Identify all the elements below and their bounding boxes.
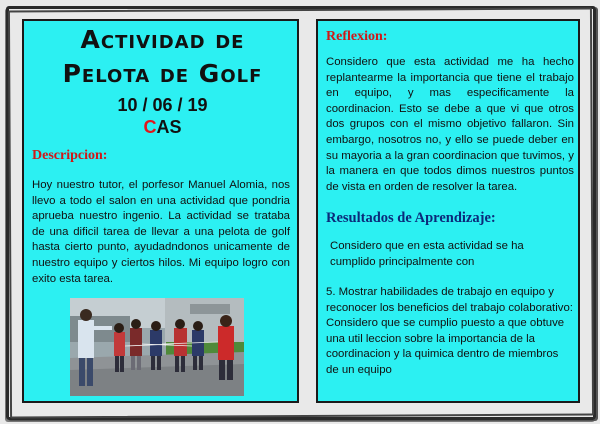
left-panel	[22, 19, 299, 403]
title-line-1: Actividad de	[80, 25, 245, 54]
right-panel	[316, 19, 580, 403]
title-line-2: Pelota de Golf	[62, 59, 263, 88]
cas-c-letter: C	[143, 117, 157, 137]
reflexion-heading: Reflexion:	[326, 29, 388, 44]
cas-rest-letters: AS	[156, 117, 182, 137]
resultados-intro-text: Considero que en esta actividad se ha cumplido principalmente con	[330, 240, 524, 268]
activity-date: 10 / 06 / 19	[117, 95, 208, 115]
descripcion-heading: Descripcion:	[32, 148, 108, 163]
cas-label	[24, 117, 301, 138]
resultados-heading: Resultados de Aprendizaje:	[326, 210, 496, 226]
descripcion-text: Hoy nuestro tutor, el porfesor Manuel Alomia, nos llevo a todo el salon en una actividad que pondria aprueba nuestro ingenio. La actividad se trataba de una dificil tarea de llevar a una pelota de golf hasta cierto punto, ayudadndonos unicamente de nuestro equipo y ciertos hilos. Mi equipo logro con exito esta tarea.	[32, 179, 290, 285]
resultados-detail-text: 5. Mostrar habilidades de trabajo en equipo y reconocer los beneficios del trabajo colaborativo: Considero que se cumplio puesto a que obtuve una util leccion sobre la importancia de la coordinacion y la quimica dentro de miembros de un equipo	[326, 286, 573, 376]
activity-photo	[70, 298, 244, 396]
reflexion-text: Considero que esta actividad me ha hecho replantearme la importancia que tiene el trabajo en equipo, y mas especificamente la coordinacion. Esto se debe a que vi que otros dos grupos con el mismo objetivo fallaron. Sin embargo, nosotros no, y ello se puede deber en su mayoria a la gran coordinacion que tuvimos, y la manera en que todos dimos nuestros puntos de vista en orden de resolver la tarea.	[326, 56, 574, 193]
activity-photo-image	[70, 298, 244, 396]
